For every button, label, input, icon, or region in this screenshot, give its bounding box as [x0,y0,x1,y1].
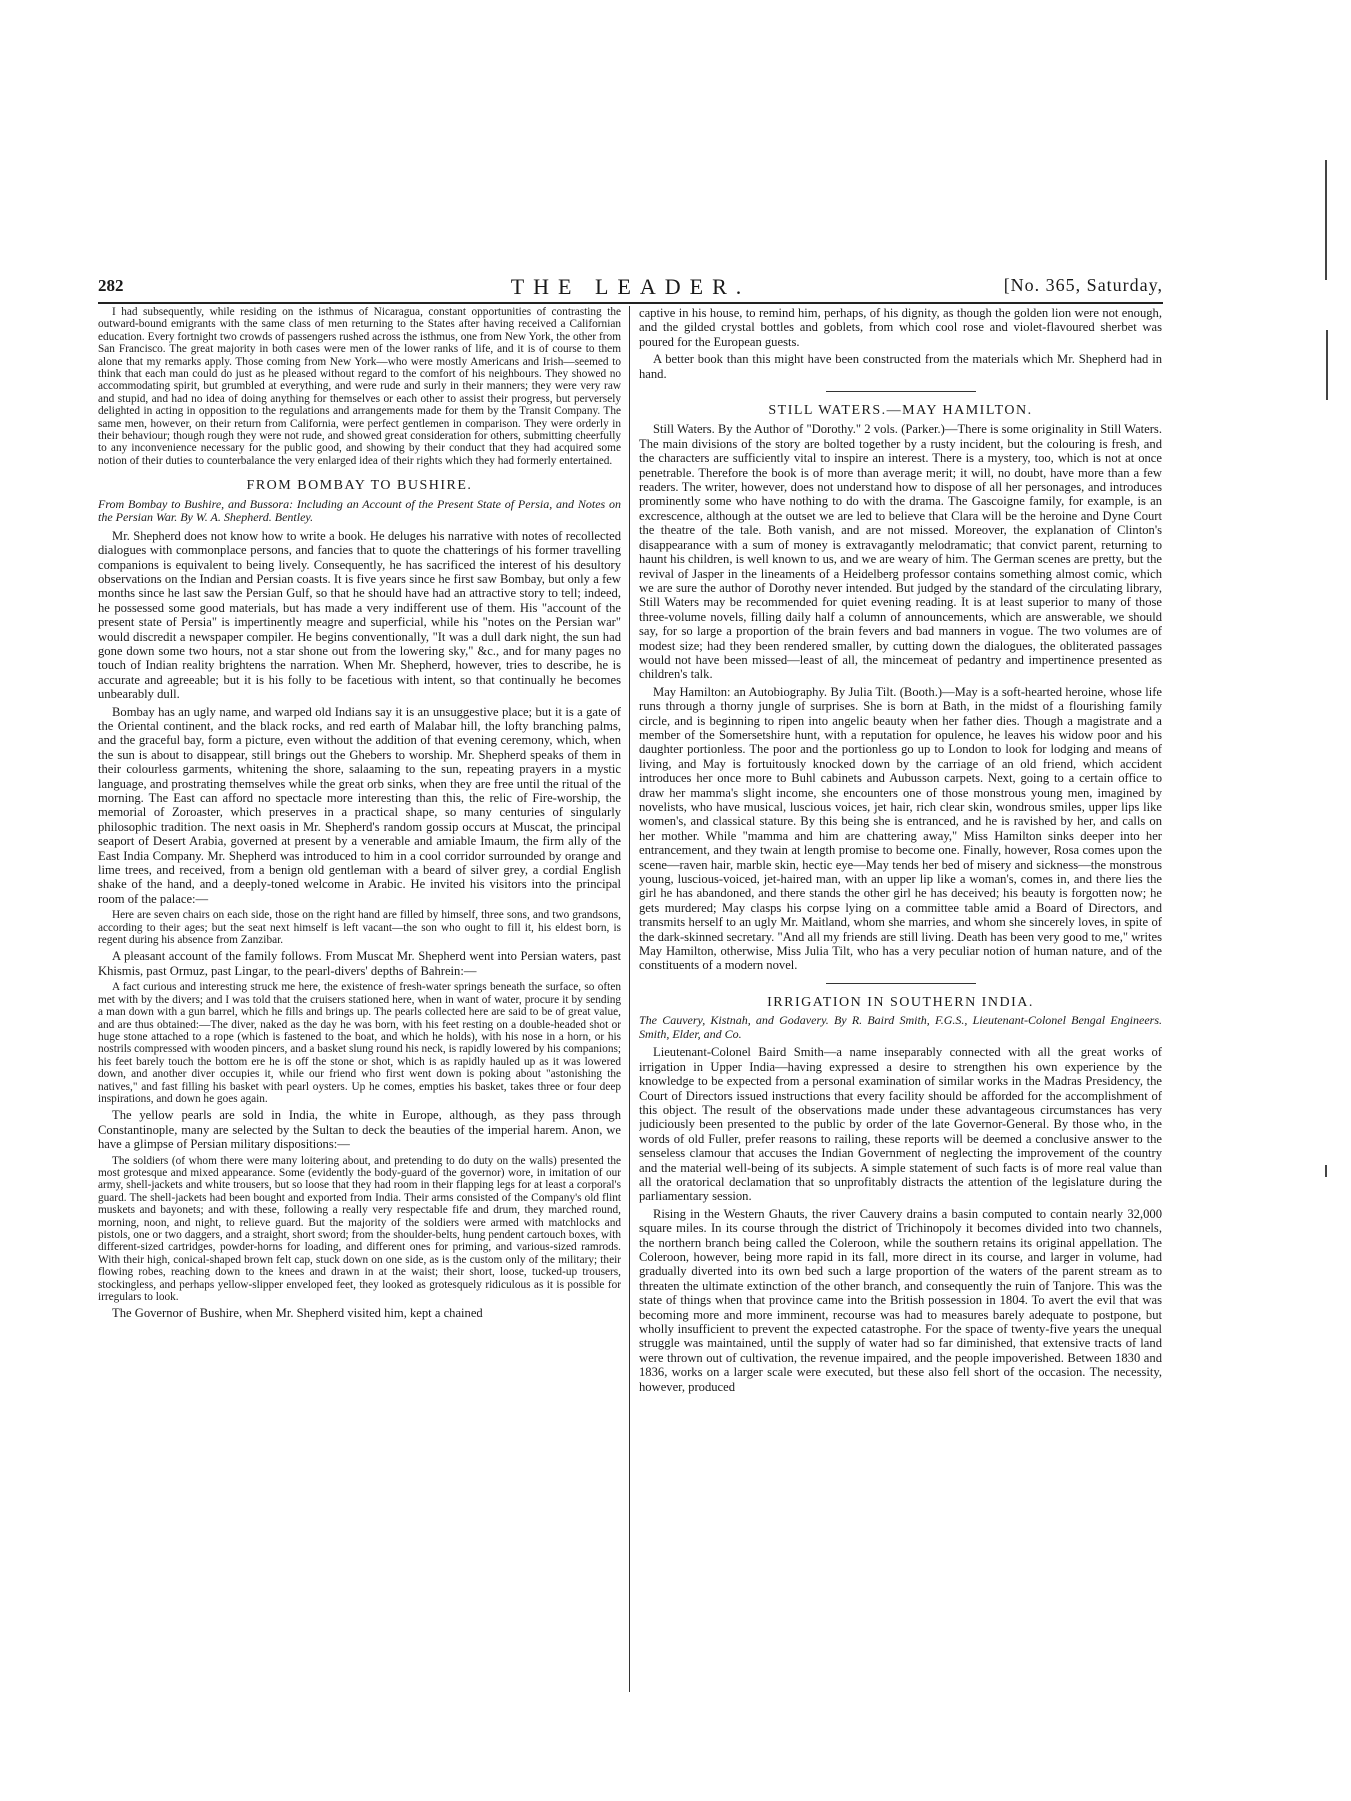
masthead-title: THE LEADER. [510,274,751,299]
emigrants-quote: I had subsequently, while residing on the isthmus of Nicaragua, constant opportunities of contrasting the outward-bound emigrants with the same class of men returning to the States after having received a Californian education. Every fortnight two crowds of passengers rushed across the isthmus, one from New York, the other from San Francisco. The great majority in both cases were men of the lower ranks of life, and it is of course to them alone that my remarks apply. Those coming from New York—who were mostly Americans and Irish—seemed to think that each man could do just as he pleased without regard to the comfort of his neighbours. They showed no accommodating spirit, but grumbled at everything, and were rude and surly in their manners; they were very raw and stupid, and had no idea of doing anything for themselves or each other to assist their progress, but perversely delighted in acting in opposition to the regulations and arrangements made for them by the Transit Company. The same men, however, on their return from California, were perfect gentlemen in comparison. They were orderly in their behaviour; though rough they were not rude, and showed great consideration for others, submitting cheerfully to any inconvenience necessary for the public good, and showing by their conduct that they had acquired some notion of their duties to counterbalance the very enlarged idea of their rights which they had formerly entertained. [98,306,621,467]
page-number: 282 [98,276,124,295]
newspaper-page [98,272,1163,1692]
still-waters-title: STILL WATERS.—MAY HAMILTON. [768,403,1033,419]
irrigation-title: IRRIGATION IN SOUTHERN INDIA. [767,994,1034,1010]
bombay-article-title: FROM BOMBAY TO BUSHIRE. [246,478,473,494]
issue-number: [No. 365, Saturday, [1003,275,1163,295]
bombay-paragraph: Mr. Shepherd does not know how to write a book. He deluges his narrative with notes of recollected dialogues with commonplace persons, and fancies that to quote the chatterings of his former travelling companions is equivalent to being lively. Consequently, he has sacrificed the interest of his desultory observations on the Indian and Persian coasts. It is five years since he first saw Bombay, but only a few months since he last saw the Persian Gulf, so that he should have had an attractive story to tell; indeed, he possessed some good materials, but has made a very indifferent use of them. His "account of the present state of Persia" is impertinently meagre and superficial, while his "notes on the Persian war" would discredit a newspaper compiler. He begins conventionally, "It was a dull dark night, the sun had gone down some two hours, not a star shone out from the lowering sky," &c., and for many pages no touch of Indian reality brightens the narration. When Mr. Shepherd, however, tries to describe, he is accurate and agreeable; but it is his folly to be facetious with intent, so that continually he becomes unbearably dull. [98,528,621,702]
section-divider [826,391,976,392]
column-rule [629,306,630,1692]
bombay-paragraph: A pleasant account of the family follows. From Muscat Mr. Shepherd went into Persian waters, past Khismis, past Ormuz, past Lingar, to the pearl-divers' depths of Bahrein:— [98,949,621,978]
may-hamilton-review: May Hamilton: an Autobiography. By Julia Tilt. (Booth.)—May is a soft-hearted heroine, whose life runs through a thorny jungle of surprises. She is born at Bath, in the midst of a flourishing family circle, and is beginning to ripen into angelic beauty when her father dies. Though a magistrate and a member of the Somersetshire hunt, with a reputation for opulence, he leaves his widow poor and his daughter portionless. The poor and the portionless go up to London to look for lodging and means of living, and May is fortuitously knocked down by the carriage of an old friend, which accident introduces her once more to Buhl cabinets and Aubusson carpets. Next, going to a certain office to draw her mamma's slight income, she encounters one of those monstrous young men, imagined by novelists, who have musical, luscious voices, jet hair, rich clear skin, wondrous smiles, upper lips like women's, and classical stature. By this being she is entranced, and he is ravished by her, and calls on her mother. While "mamma and him are chattering away," Miss Hamilton sinks deeper into her entrancement, and they twain at length promise to become one. Finally, however, Rosa comes upon the scene—raven hair, marble skin, hectic eye—May tends her bed of misery and sickness—the monstrous young, luscious-voiced, jet-haired man, with an upper lip like a woman's, comes in, and there lies the girl he has abandoned, and there stands the other girl he has deceived; his beauty is forgotten now; he gets murdered; May clasps his corpse lying on a committee table amid a Board of Directors, and transmits herself to an ugly Mr. Maitland, whom she marries, and whom she sincerely loves, in spite of the dark-skinned secretary. "And all my friends are still living. Death has been very good to me," writes May Hamilton, otherwise, Miss Julia Tilt, who has a very peculiar notion of human nature, and of the constituents of a modern novel. [639,684,1162,973]
left-column [98,306,621,1692]
bombay-paragraph: The yellow pearls are sold in India, the white in Europe, although, as they pass through Constantinople, many are selected by the Sultan to deck the beauties of the imperial harem. Anon, we have a glimpse of Persian military dispositions:— [98,1108,621,1152]
irrigation-paragraph: Lieutenant-Colonel Baird Smith—a name inseparably connected with all the great works of irrigation in Upper India—having expressed a desire to strengthen his own experience by the knowledge to be expected from a personal examination of similar works in the Madras Presidency, the Court of Directors issued instructions that every facility should be afforded for the accomplishment of this object. The result of the observations made under these advantageous circumstances has very judiciously been presented to the public by order of the late Governor-General. By those who, in the words of old Fuller, prefer reasons to railing, these reports will be deemed a conclusive answer to the senseless clamour that accuses the Indian Government of neglecting the improvement of the country and the material well-being of its subjects. A simple statement of such facts is of more real value than all the oratorical declamation that so unprofitably distracts the attention of the legislature during the parliamentary session. [639,1045,1162,1204]
page-header [98,272,1163,304]
still-waters-review: Still Waters. By the Author of "Dorothy." 2 vols. (Parker.)—There is some originality in Still Waters. The main divisions of the story are bolted together by a rusty incident, but the colouring is fresh, and the characters are sufficiently vital to inspire an interest. There is a mystery, too, which is not at once penetrable. Therefore the book is of more than average merit; it will, no doubt, have more than a few readers. The writer, however, does not understand how to dispose of all her personages, and introduces prominently some who have nothing to do with the drama. The Gascoigne family, for example, is an excrescence, although at the outset we are led to believe that Clara will be the heroine and Dyne Court the theatre of the tale. Both vanish, and are not missed. Moreover, the explanation of Clinton's disappearance with a sum of money is extravagantly melodramatic; that convict parent, returning to haunt his children, is well known to us, and we are weary of him. The German scenes are pretty, but the revival of Jasper in the lineaments of a Heidelberg professor contains something almost comic, which we are sure the author of Dorothy never intended. But judged by the standard of the circulating library, Still Waters may be recommended for quiet evening reading. It is at least superior to many of those three-volume novels, filling daily half a column of announcements, which are answerable, we should say, for so large a proportion of the brain fevers and bad manners in vogue. The two volumes are of modest size; had they been rendered smaller, by cutting down the dialogues, the obliterated passages would not have been missed—least of all, the mincemeat of pedantry and impertinence presented as children's talk. [639,422,1162,682]
right-column [639,306,1162,1692]
scan-edge-mark [1325,1165,1327,1177]
irrigation-book-citation: The Cauvery, Kistnah, and Godavery. By R. Baird Smith, F.G.S., Lieutenant-Colonel Bengal Engineers. Smith, Elder, and Co. [639,1013,1162,1041]
bombay-quote: A fact curious and interesting struck me here, the existence of fresh-water springs beneath the surface, so often met with by the divers; and I was told that the cruisers stationed here, when in want of water, procure it by sending a man down with a gun barrel, which he fills and brings up. The pearls collected here are said to be of great value, and are thus obtained:—The diver, naked as the day he was born, with his feet resting on a double-headed shot or huge stone attached to a rope (which is fastened to the boat, and which he holds), with his nose in a horn, or his nostrils compressed with wooden pincers, and a basket slung round his neck, is rapidly lowered by his companions; his feet barely touch the bottom ere he is off the stone or shot, which is as rapidly hauled up as it was lowered down, and another diver occupies it, while our friend who first went down is poking about "astonishing the natives," and fast filling his basket with pearl oysters. Up he comes, empties his basket, takes three or four deep inspirations, and down he goes again. [98,981,621,1105]
bombay-quote: Here are seven chairs on each side, those on the right hand are filled by himself, three sons, and two grandsons, according to their ages; but the seat next himself is left vacant—the son who ought to fill it, his eldest born, is regent during his absence from Zanzibar. [98,909,621,947]
section-divider [826,983,976,984]
bombay-quote: The soldiers (of whom there were many loitering about, and pretending to do duty on the walls) presented the most grotesque and mixed appearance. Some (evidently the body-guard of the governor) wore, in imitation of our army, shell-jackets and white trousers, but so loose that they had room in their flapping legs for at least a corporal's guard. The shell-jackets had been bought and exported from India. Their arms consisted of the Company's old flint muskets and bayonets; and with these, following a really very respectable fife and drum, they marched round, morning, noon, and night, to relieve guard. But the majority of the soldiers were armed with matchlocks and pistols, one or two daggers, and a straight, short sword; from the shoulder-belts, hung pendent cartouch boxes, with different-sized cartridges, powder-horns for loading, and different ones for priming, and various-sized ramrods. With their high, conical-shaped brown felt cap, stuck down on one side, as is the custom only of the military; their flowing robes, reaching down to the knees and drawn in at the waist; their short, loose, tucked-up trousers, stockingless, and perhaps yellow-slipper enveloped feet, they looked as grotesquely ridiculous as it is possible for irregulars to look. [98,1154,621,1304]
scan-edge-mark [1326,330,1328,400]
scan-edge-mark [1325,160,1327,280]
bombay-continuation: captive in his house, to remind him, perhaps, of his dignity, as though the golden lion were not enough, and the gilded crystal bottles and goblets, from which cool rose and violet-flavoured sherbet was poured for the European guests. [639,306,1162,349]
bombay-paragraph: The Governor of Bushire, when Mr. Shepherd visited him, kept a chained [112,1306,483,1321]
bombay-paragraph: Bombay has an ugly name, and warped old Indians say it is an unsuggestive place; but it is a gate of the Oriental continent, and the black rocks, and red earth of Malabar hill, the lofty branching palms, and the graceful bay, form a picture, even without the addition of that evening ceremony, which, when the sun is about to disappear, still brings out the Ghebers to worship. Mr. Shepherd speaks of them in their colourless garments, whitening the shore, salaaming to the sun, repeating prayers in a mystic language, and prostrating themselves while the great orb sinks, when they are free until the ritual of the morning. The East can afford no spectacle more interesting than this, the relic of Fire-worship, the memorial of Zoroaster, which preserves in a practical shape, so many centuries of singularly philosophic tradition. The next oasis in Mr. Shepherd's random gossip occurs at Muscat, the principal seaport of Desert Arabia, governed at present by a venerable and amiable Imaum, the firm ally of the East India Company. Mr. Shepherd was introduced to him in a cool corridor surrounded by orange and lime trees, and received, from a benign old gentleman with a beard of silver grey, a cordial English shake of the hand, and a deeply-toned welcome in Arabic. He invited his visitors into the principal room of the palace:— [98,704,621,906]
bombay-conclusion: A better book than this might have been constructed from the materials which Mr. Shepherd had in hand. [639,352,1162,381]
article-columns [98,306,1163,1692]
bombay-book-citation: From Bombay to Bushire, and Bussora: Including an Account of the Present State of Persia, and Notes on the Persian War. By W. A. Shepherd. Bentley. [98,496,621,525]
irrigation-paragraph: Rising in the Western Ghauts, the river Cauvery drains a basin computed to contain nearly 32,000 square miles. In its course through the district of Trichinopoly it becomes divided into two channels, the northern branch being called the Coleroon, while the southern retains its original appellation. The Coleroon, however, being more rapid in its fall, more direct in its course, and larger in volume, had gradually diverted into its own bed such a large proportion of the waters of the parent stream as to threaten the ultimate extinction of the other branch, and consequently the ruin of Tanjore. This was the state of things when that province came into the British possession in 1804. To avert the evil that was becoming more and more imminent, recourse was had to measures barely adequate to postpone, but wholly insufficient to prevent the expected catastrophe. For the space of twenty-five years the unequal struggle was maintained, until the supply of water had so far diminished, that extensive tracts of land were thrown out of cultivation, the revenue impaired, and the people impoverished. Between 1830 and 1836, works on a larger scale were executed, but these also fell short of the occasion. The necessity, however, produced [639,1206,1162,1394]
